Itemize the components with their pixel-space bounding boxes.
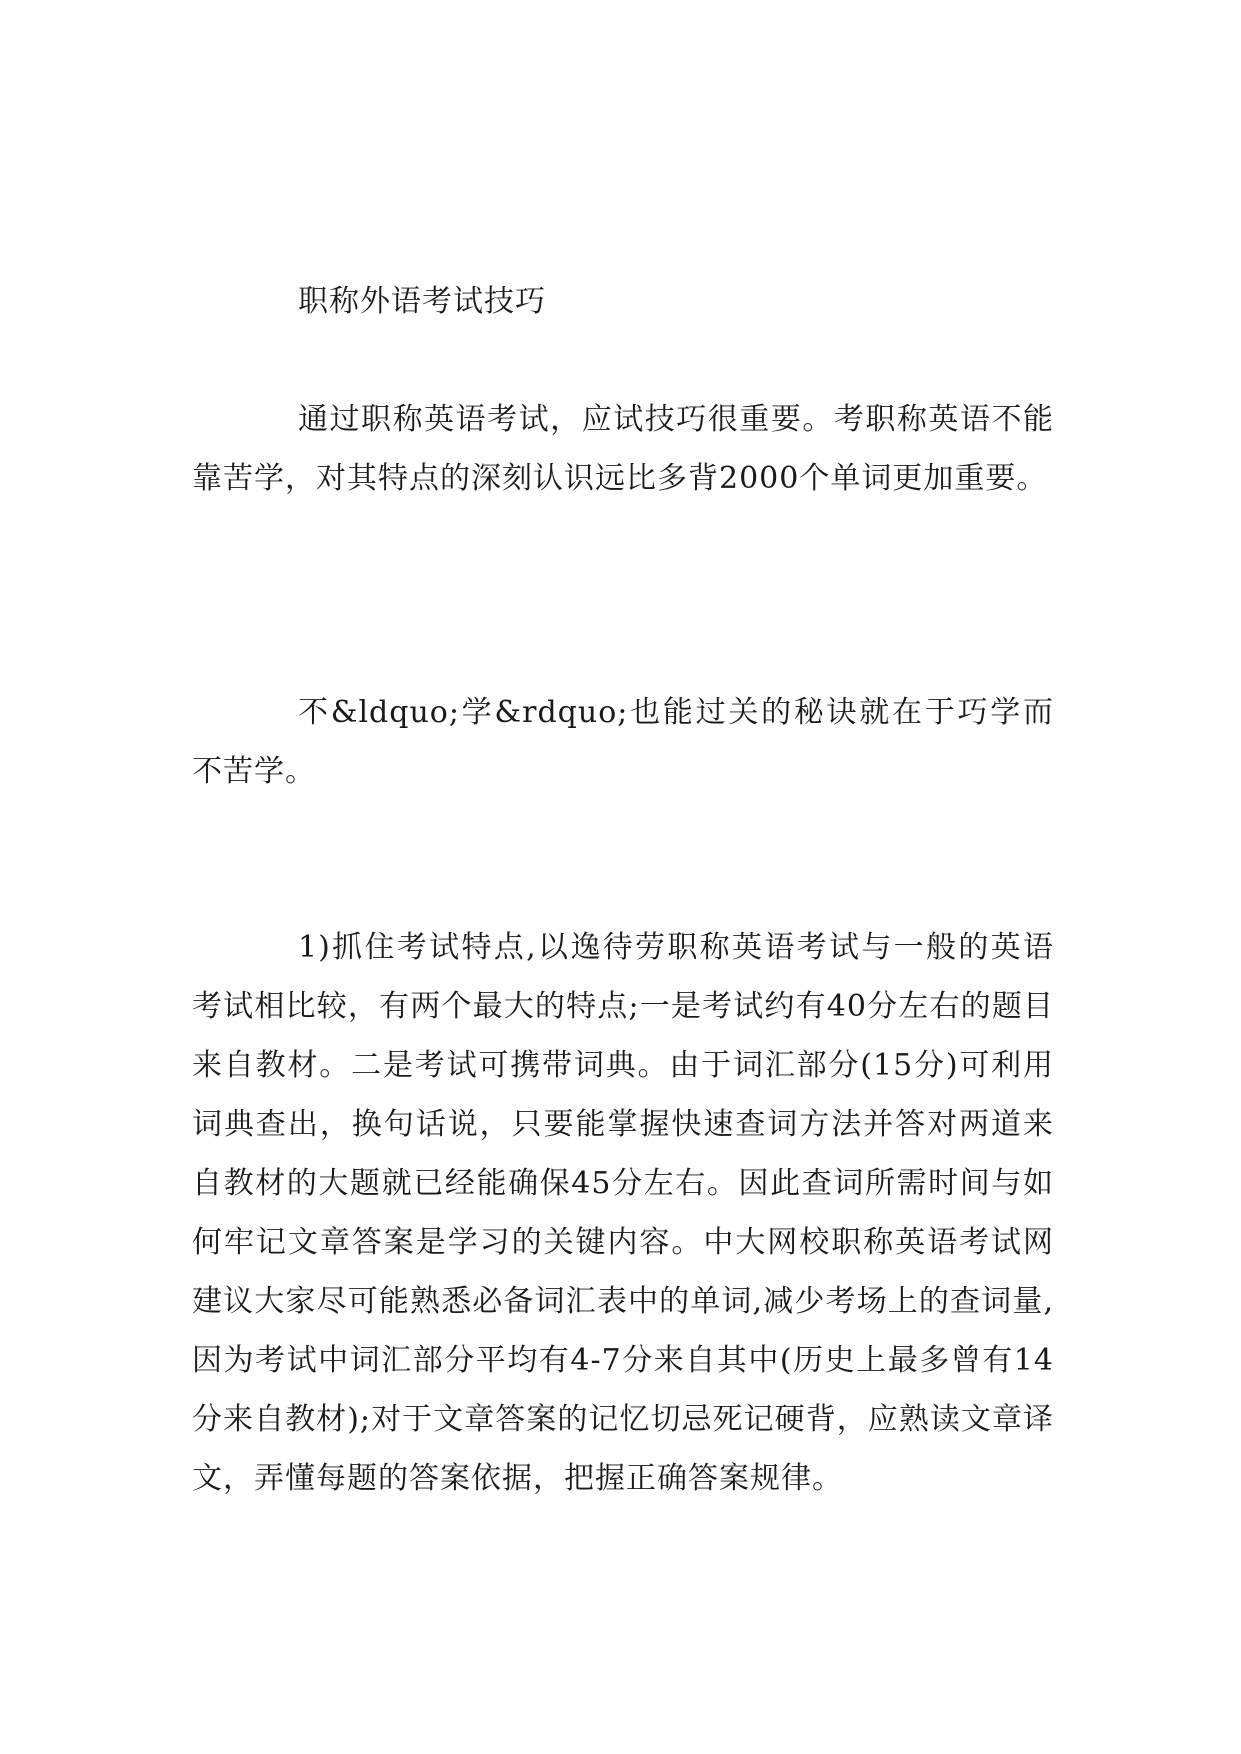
document-title: 职称外语考试技巧 — [298, 284, 546, 319]
paragraph-secret: 不&ldquo;学&rdquo;也能过关的秘诀就在于巧学而不苦学。 — [192, 695, 1054, 789]
paragraph-tip-1: 1)抓住考试特点,以逸待劳职称英语考试与一般的英语考试相比较，有两个最大的特点;一是考试约有40分左右的题目来自教材。二是考试可携带词典。由于词汇部分(15分)可利用词典查出，换句话说，只要能掌握快速查词方法并答对两道来自教材的大题就已经能确保45分左右。因此查词所需时间与如何牢记文章答案是学习的关键内容。中大网校职称英语考试网建议大家尽可能熟悉必备词汇表中的单词,减少考场上的查词量,因为考试中词汇部分平均有4-7分来自其中(历史上最多曾有14分来自教材);对于文章答案的记忆切忌死记硬背，应熟读文章译文，弄懂每题的答案依据，把握正确答案规律。 — [192, 930, 1054, 1496]
paragraph-intro: 通过职称英语考试，应试技巧很重要。考职称英语不能靠苦学，对其特点的深刻认识远比多背2000个单词更加重要。 — [192, 402, 1054, 496]
